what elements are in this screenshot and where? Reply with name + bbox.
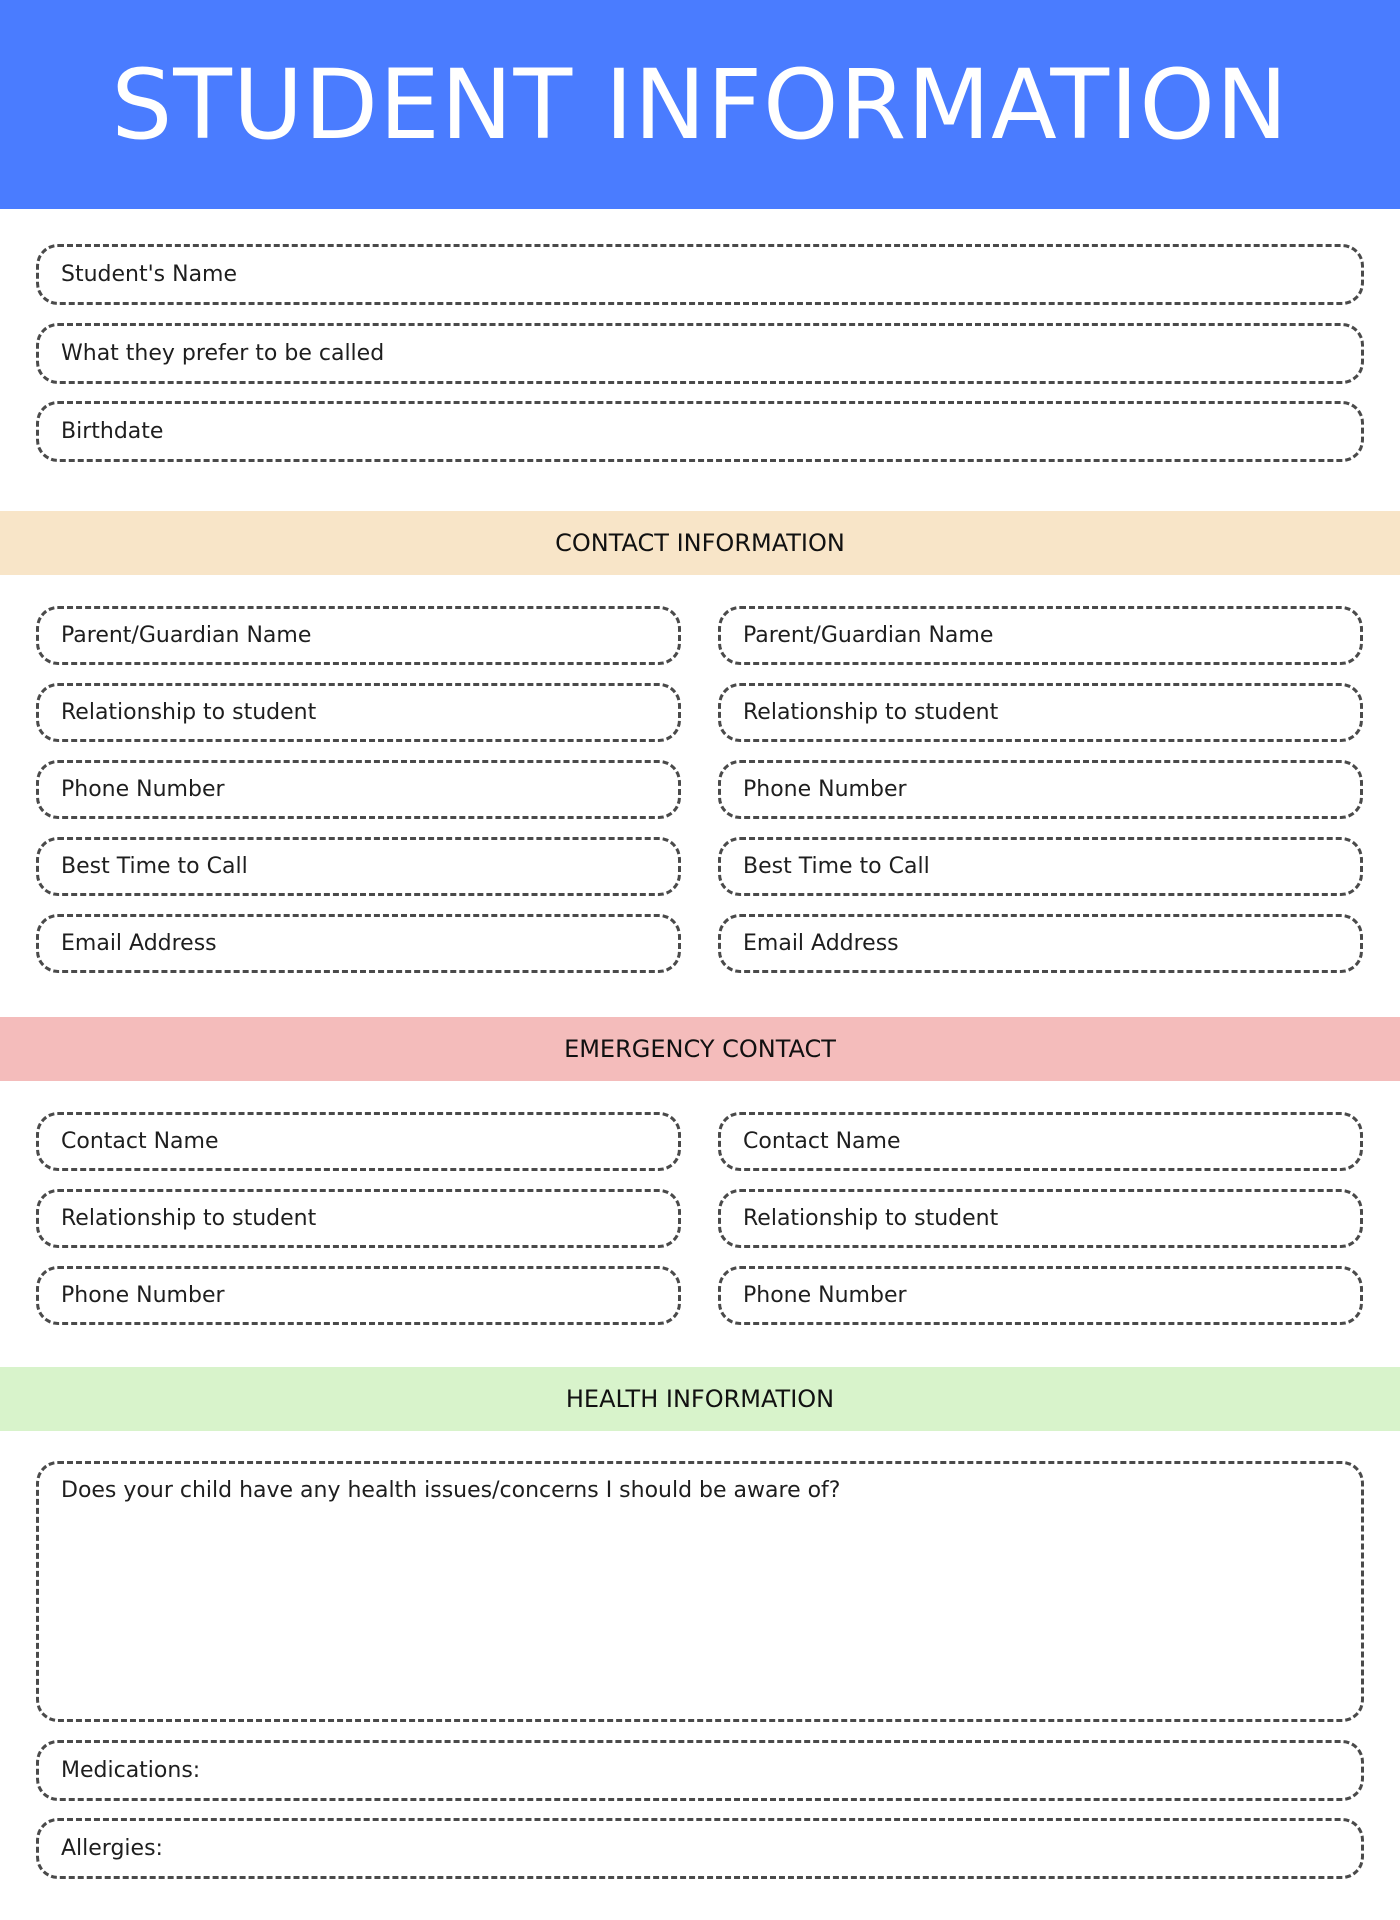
guardian-2-email-field[interactable] [718,914,1363,973]
guardian-1-best-time-field[interactable] [36,837,681,896]
health-concerns-question: Does your child have any health issues/concerns I should be aware of? [61,1478,841,1503]
emergency-2-relationship-field[interactable] [718,1189,1363,1248]
guardian-1-name-field[interactable] [36,606,681,665]
health-information-heading [0,1367,1400,1431]
guardian-1-best-time-label: Best Time to Call [61,854,248,879]
emergency-2-phone-label: Phone Number [743,1283,907,1308]
birthdate-label: Birthdate [61,419,164,444]
page-title: STUDENT INFORMATION [111,48,1289,161]
guardian-1-relationship-label: Relationship to student [61,700,317,725]
emergency-2-relationship-label: Relationship to student [743,1206,999,1231]
emergency-1-phone-field[interactable] [36,1266,681,1325]
guardian-2-phone-field[interactable] [718,760,1363,819]
emergency-1-relationship-label: Relationship to student [61,1206,317,1231]
guardian-2-name-label: Parent/Guardian Name [743,623,994,648]
student-name-field[interactable] [36,244,1364,305]
guardian-2-relationship-label: Relationship to student [743,700,999,725]
contact-information-heading [0,511,1400,575]
preferred-name-field[interactable] [36,323,1364,384]
guardian-2-relationship-field[interactable] [718,683,1363,742]
emergency-1-name-label: Contact Name [61,1129,219,1154]
student-name-label: Student's Name [61,262,238,287]
preferred-name-label: What they prefer to be called [61,341,385,366]
guardian-1-email-label: Email Address [61,931,217,956]
guardian-1-phone-label: Phone Number [61,777,225,802]
guardian-1-name-label: Parent/Guardian Name [61,623,312,648]
allergies-label: Allergies: [61,1836,163,1861]
health-information-title: HEALTH INFORMATION [565,1385,835,1413]
guardian-2-name-field[interactable] [718,606,1363,665]
emergency-2-name-field[interactable] [718,1112,1363,1171]
guardian-2-phone-label: Phone Number [743,777,907,802]
allergies-field[interactable] [36,1818,1364,1879]
emergency-1-phone-label: Phone Number [61,1283,225,1308]
health-concerns-textarea[interactable] [36,1461,1364,1722]
birthdate-field[interactable] [36,401,1364,462]
guardian-1-phone-field[interactable] [36,760,681,819]
medications-label: Medications: [61,1758,201,1783]
emergency-contact-title: EMERGENCY CONTACT [564,1035,836,1063]
guardian-2-email-label: Email Address [743,931,899,956]
emergency-1-name-field[interactable] [36,1112,681,1171]
emergency-2-name-label: Contact Name [743,1129,901,1154]
emergency-contact-heading [0,1017,1400,1081]
medications-field[interactable] [36,1740,1364,1801]
guardian-2-best-time-label: Best Time to Call [743,854,930,879]
emergency-1-relationship-field[interactable] [36,1189,681,1248]
contact-information-title: CONTACT INFORMATION [555,529,845,557]
guardian-1-relationship-field[interactable] [36,683,681,742]
guardian-2-best-time-field[interactable] [718,837,1363,896]
guardian-1-email-field[interactable] [36,914,681,973]
emergency-2-phone-field[interactable] [718,1266,1363,1325]
page-header [0,0,1400,209]
